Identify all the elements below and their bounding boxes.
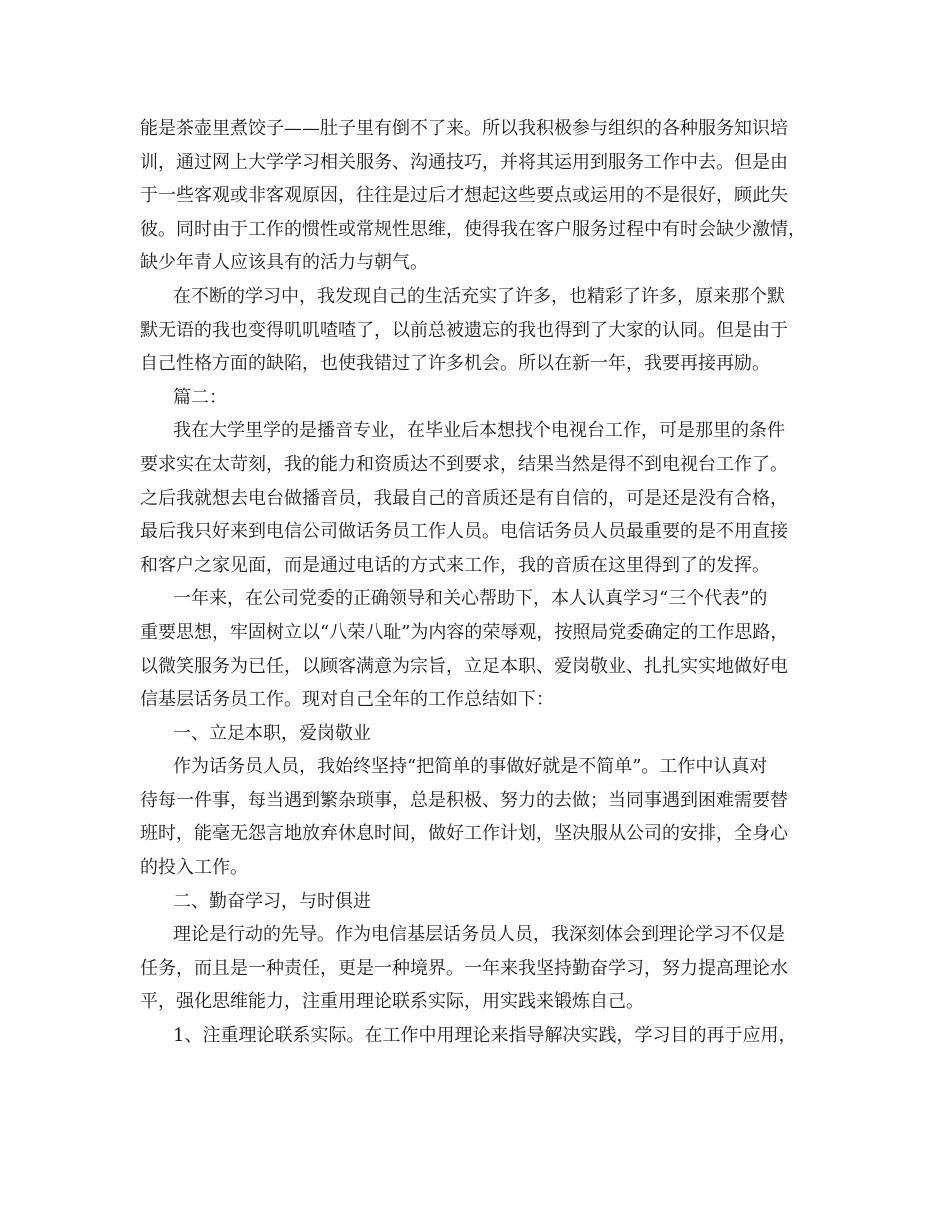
- text-line: 信基层话务员工作。现对自己全年的工作总结如下：: [140, 689, 554, 711]
- text-line: 我在大学里学的是播音专业，在毕业后本想找个电视台工作，可是那里的条件: [173, 420, 785, 442]
- text-line: 班时，能毫无怨言地放弃休息时间，做好工作计划，坚决服从公司的安排，全身心: [140, 823, 788, 845]
- document-page: [140, 112, 826, 1053]
- text-line: 默无语的我也变得叽叽喳喳了，以前总被遗忘的我也得到了大家的认同。但是由于: [140, 319, 788, 341]
- text-line: 篇二：: [173, 386, 227, 408]
- text-line: 的投入工作。: [140, 857, 248, 879]
- text-line: 平，强化思维能力，注重用理论联系实际，用实践来锻炼自己。: [140, 991, 644, 1013]
- text-line: 二、勤奋学习，与时俱进: [173, 890, 371, 912]
- text-line: 最后我只好来到电信公司做话务员工作人员。电信话务员人员最重要的是不用直接: [140, 521, 788, 543]
- text-line: 重要思想，牢固树立以“八荣八耻”为内容的荣辱观，按照局党委确定的工作思路，: [140, 621, 789, 643]
- text-line: 于一些客观或非客观原因，往往是过后才想起这些要点或运用的不是很好，顾此失: [140, 185, 788, 207]
- text-line: 以微笑服务为已任，以顾客满意为宗旨，立足本职、爱岗敬业、扎扎实实地做好电: [140, 655, 788, 677]
- text-line: 自己性格方面的缺陷，也使我错过了许多机会。所以在新一年，我要再接再励。: [140, 353, 770, 375]
- text-line: 1、注重理论联系实际。在工作中用理论来指导解决实践，学习目的再于应用，: [173, 1025, 797, 1047]
- text-line: 任务，而且是一种责任，更是一种境界。一年来我坚持勤奋学习，努力提高理论水: [140, 957, 788, 979]
- text-line: 缺少年青人应该具有的活力与朝气。: [140, 252, 428, 274]
- text-line: 要求实在太苛刻，我的能力和资质达不到要求，结果当然是得不到电视台工作了。: [140, 453, 788, 475]
- text-line: 和客户之家见面，而是通过电话的方式来工作，我的音质在这里得到了的发挥。: [140, 554, 770, 576]
- text-line: 在不断的学习中，我发现自己的生活充实了许多，也精彩了许多，原来那个默: [173, 285, 785, 307]
- text-line: 一年来，在公司党委的正确领导和关心帮助下，本人认真学习“三个代表”的: [173, 588, 768, 610]
- text-line: 彼。同时由于工作的惯性或常规性思维，使得我在客户服务过程中有时会缺少激情，: [140, 218, 806, 240]
- text-line: 一、立足本职，爱岗敬业: [173, 722, 371, 744]
- text-line: 作为话务员人员，我始终坚持“把简单的事做好就是不简单”。工作中认真对: [173, 756, 768, 778]
- text-line: 理论是行动的先导。作为电信基层话务员人员，我深刻体会到理论学习不仅是: [173, 924, 785, 946]
- text-line: 之后我就想去电台做播音员，我最自己的音质还是有自信的，可是还是没有合格，: [140, 487, 788, 509]
- text-line: 能是茶壶里煮饺子——肚子里有倒不了来。所以我积极参与组织的各种服务知识培: [140, 118, 788, 139]
- text-line: 训，通过网上大学学习相关服务、沟通技巧，并将其运用到服务工作中去。但是由: [140, 151, 788, 173]
- text-line: 待每一件事，每当遇到繁杂琐事，总是积极、努力的去做；当同事遇到困难需要替: [140, 789, 788, 811]
